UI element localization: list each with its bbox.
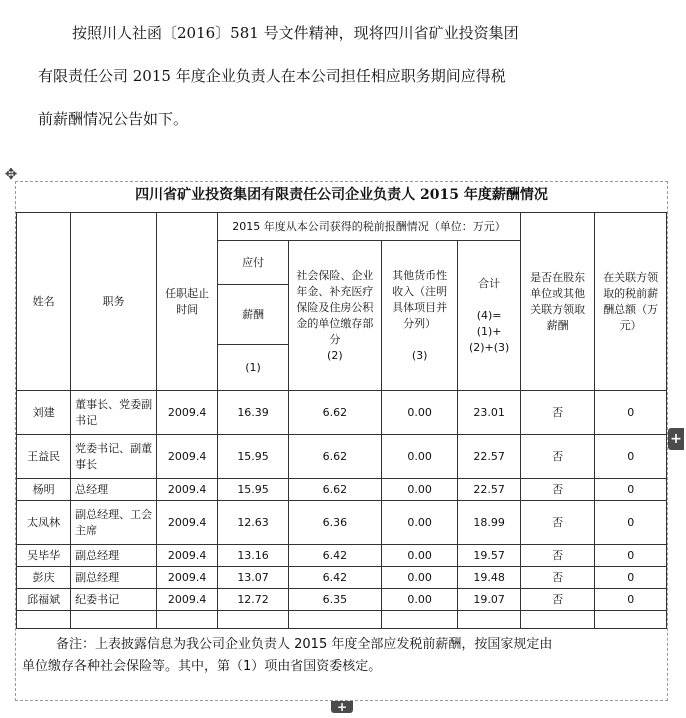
cell-total: 23.01	[458, 391, 520, 435]
cell-payable: 13.16	[218, 545, 289, 567]
table-row	[17, 479, 667, 501]
cell-shareholder: 否	[520, 479, 595, 501]
cell-name: 王益民	[17, 435, 71, 479]
empty-cell	[288, 611, 381, 629]
empty-cell	[218, 611, 289, 629]
cell-other: 0.00	[381, 501, 458, 545]
cell-position: 党委书记、副董事长	[71, 435, 157, 479]
note-line-1: 备注：上表披露信息为我公司企业负责人 2015 年度全部应发税前薪酬，按国家规定由	[56, 637, 553, 652]
cell-term: 2009.4	[157, 391, 218, 435]
cell-social: 6.62	[288, 435, 381, 479]
empty-cell	[381, 611, 458, 629]
cell-payable: 16.39	[218, 391, 289, 435]
header-other-text: 其他货币性收入（注明具体项目并分列）	[392, 268, 448, 330]
cell-name: 吴毕华	[17, 545, 71, 567]
note-line-2: 单位缴存各种社会保险等。其中，第（1）项由省国资委核定。	[22, 659, 382, 674]
table-row	[17, 567, 667, 589]
header-salary: 薪酬	[218, 285, 289, 345]
cell-total: 19.57	[458, 545, 520, 567]
cell-total: 19.07	[458, 589, 520, 611]
salary-table	[16, 212, 667, 629]
cell-social: 6.62	[288, 479, 381, 501]
cell-other: 0.00	[381, 589, 458, 611]
empty-cell	[71, 611, 157, 629]
header-social-text: 社会保险、企业年金、补充医疗保险及住房公积金的单位缴存部分	[296, 268, 374, 346]
header-name: 姓名	[17, 213, 71, 391]
cell-payable: 12.63	[218, 501, 289, 545]
cell-other: 0.00	[381, 479, 458, 501]
header-payable-number: (1)	[218, 345, 289, 391]
empty-cell	[520, 611, 595, 629]
cell-shareholder: 否	[520, 391, 595, 435]
cell-other: 0.00	[381, 391, 458, 435]
cell-other: 0.00	[381, 545, 458, 567]
cell-position: 董事长、党委副书记	[71, 391, 157, 435]
cell-name: 太凤林	[17, 501, 71, 545]
header-income-group: 2015 年度从本公司获得的税前报酬情况（单位：万元）	[218, 213, 520, 241]
cell-shareholder: 否	[520, 567, 595, 589]
cell-related: 0	[595, 479, 667, 501]
table-row	[17, 501, 667, 545]
cell-position: 纪委书记	[71, 589, 157, 611]
table-row	[17, 589, 667, 611]
cell-related: 0	[595, 545, 667, 567]
cell-term: 2009.4	[157, 479, 218, 501]
header-shareholder: 是否在股东单位或其他关联方领取薪酬	[520, 213, 595, 391]
header-term: 任职起止时间	[157, 213, 218, 391]
cell-social: 6.42	[288, 545, 381, 567]
intro-line-2: 有限责任公司 2015 年度企业负责人在本公司担任相应职务期间应得税	[38, 67, 506, 85]
cell-social: 6.62	[288, 391, 381, 435]
cell-shareholder: 否	[520, 501, 595, 545]
cell-related: 0	[595, 435, 667, 479]
table-row	[17, 435, 667, 479]
cell-position: 副总经理	[71, 567, 157, 589]
intro-line-3: 前薪酬情况公告如下。	[38, 110, 189, 128]
intro-paragraph	[38, 12, 638, 141]
cell-payable: 15.95	[218, 479, 289, 501]
cell-name: 杨明	[17, 479, 71, 501]
header-other-number: (3)	[411, 348, 428, 362]
cell-term: 2009.4	[157, 435, 218, 479]
cell-other: 0.00	[381, 435, 458, 479]
cell-social: 6.36	[288, 501, 381, 545]
header-related: 在关联方领取的税前薪酬总额（万元）	[595, 213, 667, 391]
cell-total: 22.57	[458, 479, 520, 501]
empty-cell	[458, 611, 520, 629]
cell-name: 刘建	[17, 391, 71, 435]
cell-position: 副总经理	[71, 545, 157, 567]
header-position: 职务	[71, 213, 157, 391]
cell-name: 彭庆	[17, 567, 71, 589]
cell-term: 2009.4	[157, 567, 218, 589]
cell-social: 6.42	[288, 567, 381, 589]
cell-shareholder: 否	[520, 545, 595, 567]
cell-total: 19.48	[458, 567, 520, 589]
cell-total: 18.99	[458, 501, 520, 545]
header-other	[381, 241, 458, 391]
cell-payable: 13.07	[218, 567, 289, 589]
cell-related: 0	[595, 589, 667, 611]
header-social-number: (2)	[327, 348, 343, 362]
table-title: 四川省矿业投资集团有限责任公司企业负责人 2015 年度薪酬情况	[135, 187, 548, 203]
cell-term: 2009.4	[157, 545, 218, 567]
cell-position: 副总经理、工会主席	[71, 501, 157, 545]
cell-shareholder: 否	[520, 589, 595, 611]
cell-total: 22.57	[458, 435, 520, 479]
cell-related: 0	[595, 501, 667, 545]
table-row-empty	[17, 611, 667, 629]
cell-shareholder: 否	[520, 435, 595, 479]
note	[22, 634, 662, 678]
cell-position: 总经理	[71, 479, 157, 501]
intro-line-1: 按照川人社函〔2016〕581 号文件精神，现将四川省矿业投资集团	[72, 24, 519, 42]
table-row	[17, 391, 667, 435]
header-total	[458, 241, 520, 391]
move-arrows-icon[interactable]: ✥	[4, 165, 18, 183]
cell-payable: 15.95	[218, 435, 289, 479]
header-payable: 应付	[218, 241, 289, 285]
cell-payable: 12.72	[218, 589, 289, 611]
empty-cell	[157, 611, 218, 629]
cell-related: 0	[595, 567, 667, 589]
cell-other: 0.00	[381, 567, 458, 589]
header-total-text: 合计	[478, 276, 501, 290]
empty-cell	[17, 611, 71, 629]
empty-cell	[595, 611, 667, 629]
cell-related: 0	[595, 391, 667, 435]
add-row-button[interactable]: +	[331, 701, 353, 713]
table-row	[17, 545, 667, 567]
cell-social: 6.35	[288, 589, 381, 611]
cell-term: 2009.4	[157, 501, 218, 545]
header-social	[288, 241, 381, 391]
add-column-button[interactable]: +	[668, 428, 684, 450]
cell-name: 邱福斌	[17, 589, 71, 611]
cell-term: 2009.4	[157, 589, 218, 611]
header-total-formula: (4)=(1)+(2)+(3)	[468, 308, 510, 354]
